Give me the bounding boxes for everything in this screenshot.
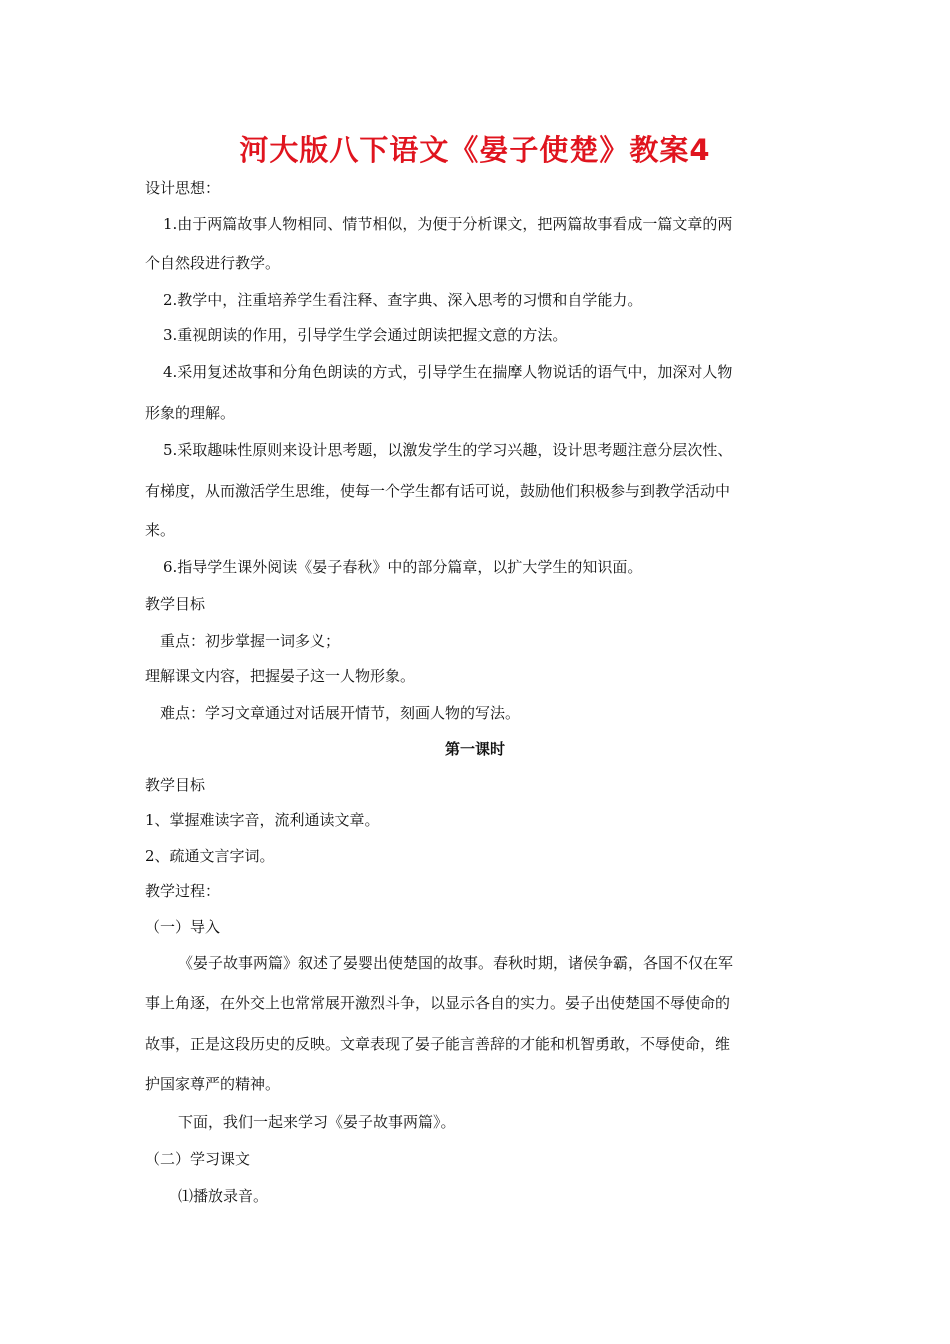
section-heading: 设计思想： xyxy=(145,179,221,197)
paragraph-line: 2、疏通文言字词。 xyxy=(145,847,275,865)
paragraph-line: 1、掌握难读字音，流利通读文章。 xyxy=(145,811,380,829)
subsection-heading: （二）学习课文 xyxy=(145,1150,251,1168)
lesson-heading: 第一课时 xyxy=(444,740,505,758)
paragraph-line: 4.采用复述故事和分角色朗读的方式，引导学生在揣摩人物说话的语气中，加深对人物 xyxy=(163,363,733,381)
paragraph-line: 《晏子故事两篇》叙述了晏婴出使楚国的故事。春秋时期，诸侯争霸，各国不仅在军 xyxy=(178,954,734,972)
section-heading: 教学目标 xyxy=(145,776,206,794)
paragraph-line: 难点：学习文章通过对话展开情节，刻画人物的写法。 xyxy=(160,704,521,722)
paragraph-line: 重点：初步掌握一词多义； xyxy=(160,632,341,650)
section-heading: 教学过程： xyxy=(145,882,221,900)
paragraph-line: 1.由于两篇故事人物相同、情节相似，为便于分析课文，把两篇故事看成一篇文章的两 xyxy=(163,215,733,233)
paragraph-line: 6.指导学生课外阅读《晏子春秋》中的部分篇章，以扩大学生的知识面。 xyxy=(163,558,643,576)
paragraph-line: 5.采取趣味性原则来设计思考题，以激发学生的学习兴趣，设计思考题注意分层次性、 xyxy=(163,441,733,459)
paragraph-line: 故事，正是这段历史的反映。文章表现了晏子能言善辞的才能和机智勇敢，不辱使命，维 xyxy=(145,1035,731,1053)
subsection-heading: （一）导入 xyxy=(145,918,221,936)
paragraph-line: 有梯度，从而激活学生思维，使每一个学生都有话可说，鼓励他们积极参与到教学活动中 xyxy=(145,482,731,500)
paragraph-line: 2.教学中，注重培养学生看注释、查字典、深入思考的习惯和自学能力。 xyxy=(163,291,643,309)
paragraph-line: 形象的理解。 xyxy=(145,404,236,422)
paragraph-line: ⑴播放录音。 xyxy=(178,1187,269,1205)
paragraph-line: 护国家尊严的精神。 xyxy=(145,1075,281,1093)
section-heading: 教学目标 xyxy=(145,595,206,613)
paragraph-line: 3.重视朗读的作用，引导学生学会通过朗读把握文意的方法。 xyxy=(163,326,568,344)
paragraph-line: 个自然段进行教学。 xyxy=(145,254,281,272)
paragraph-line: 事上角逐，在外交上也常常展开激烈斗争，以显示各自的实力。晏子出使楚国不辱使命的 xyxy=(145,994,731,1012)
paragraph-line: 来。 xyxy=(145,521,176,539)
paragraph-line: 理解课文内容，把握晏子这一人物形象。 xyxy=(145,667,416,685)
paragraph-line: 下面，我们一起来学习《晏子故事两篇》。 xyxy=(178,1113,456,1131)
document-title: 河大版八下语文《晏子使楚》教案4 xyxy=(239,133,711,167)
